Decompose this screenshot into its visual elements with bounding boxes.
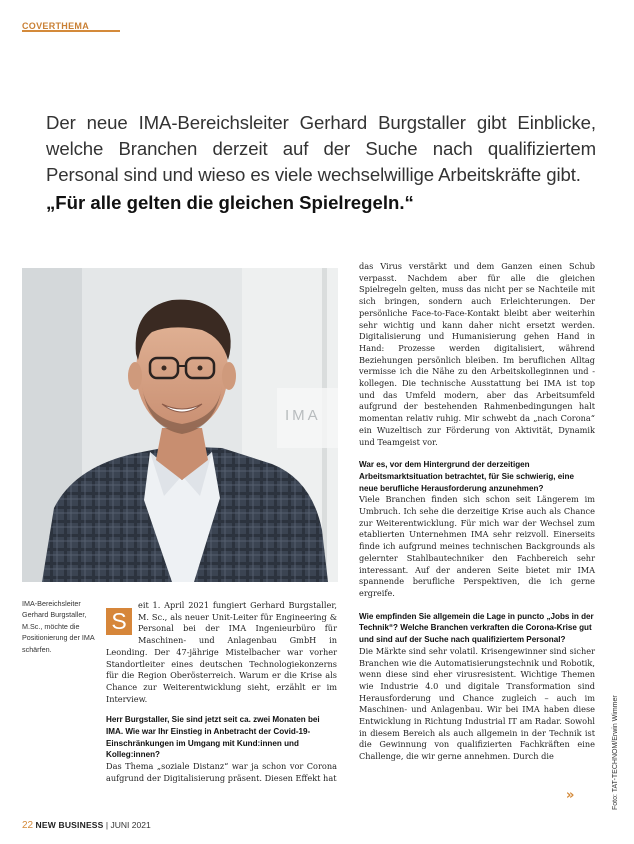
article-column-right: [359, 261, 595, 763]
answer-3: Die Märkte sind sehr volatil. Krisengewinner sind sicher Branchen wie die Automatisierungstechnik und Robotik, wenn diese sind eher virusresistent. Wichtige Themen wie Industrie 4.0 und digitale Transformation sind Herausforderung und Chance zugleich – auch im Maschinen- und Anlagenbau. Wir bei IMA haben diese Entwicklung in Richtung Industrial IT am Radar. Sowohl in diesem Bereich als auch allgemein in der Technik ist die Gewinnung von qualifizierten Fachkräften eine Challenge, die wir gerne annehmen. Durch die: [359, 645, 595, 762]
question-1: Herr Burgstaller, Sie sind jetzt seit ca. zwei Monaten bei IMA. Wie war Ihr Einstieg in Anbetracht der Covid-19-Einschränkungen im Umgang mit Kund:innen und Kolleg:innen?: [106, 715, 320, 760]
drop-cap: S: [106, 608, 132, 635]
photo-credit-text: Foto: TAT-TECHNOM/Erwin Wimmer: [612, 695, 619, 810]
answer-2: Viele Branchen finden sich schon seit Längerem im Umbruch. Ich sehe die derzeitige Krise auch als Chance zur Weiterentwicklung. Für mich war der Wechsel zum etablierten Unternehmen IMA sehr reizvoll. Einerseits finde ich aufgrund meines technischen Backgrounds als gelernter Stahlbautechniker den Fachbereich sehr interessant. Auf der anderen Seite bietet mir IMA spannende berufliche Perspektiven, die ich gerne ergreife.: [359, 494, 595, 598]
article-headline: „Für alle gelten die gleichen Spielregeln.“: [46, 192, 414, 213]
intro-block: [46, 110, 596, 216]
continue-arrow-icon: »: [566, 788, 575, 803]
photo-credit: [612, 660, 622, 810]
answer-1-continued: das Virus verstärkt und dem Ganzen einen Schub verpasst. Nachdem aber für alle die gleichen Spielregeln gelten, muss das nicht per se Nachteile mit sich bringen, sondern auch Erleichterungen. Der persönliche Face-to-Face-Kontakt bleibt aber weiterhin sehr wichtig und kann daher nicht ersetzt werden. Digitalisierung und Humanisierung gehen Hand in Hand: Prozesse werden digitalisiert, während Beziehungen persönlich bleiben. Im beruflichen Alltag vermisse ich die Nähe zu den Arbeitskolleginnen und -kollegen. Die technische Ausstattung bei IMA ist top und das Umfeld modern, aber das Arbeitsumfeld aufgrund der bestehenden Rahmenbedingungen halt momentan relativ ruhig. Mir schwebt da „nach Corona“ ein Wuzeltisch zur Förderung von Aktivität, Dynamik und Teamgeist vor.: [359, 261, 595, 447]
answer-1-start: Das Thema „soziale Distanz“ war ja schon vor Corona aufgrund der Digitalisierung präsent. Diesen Effekt hat: [106, 761, 337, 783]
portrait-illustration: [22, 268, 338, 582]
article-intro-paragraph: [106, 600, 337, 705]
issue-date: JUNI 2021: [110, 820, 151, 830]
portrait-photo: [22, 268, 338, 582]
page-footer: [22, 820, 151, 831]
article-intro-text: eit 1. April 2021 fungiert Gerhard Burgstaller, M. Sc., als neuer Unit-Leiter für Engineering & Personal bei der IMA Ingenieurbüro für Maschinen- und Anlagenbau GmbH in Leonding. Der 47-jährige Mistelbacher war vorher Standortleiter eines deutschen Technologiekonzerns für die Region Oberösterreich. Warum er die Krise als Chance zur Weiterentwicklung sieht, erzählt er im Interview.: [106, 600, 337, 704]
question-2: War es, vor dem Hintergrund der derzeitigen Arbeitsmarktsituation betrachtet, für Sie schwierig, eine neue berufliche Herausforderung anzunehmen?: [359, 460, 574, 493]
section-label: COVERTHEMA: [22, 21, 90, 31]
article-column-middle: [106, 600, 337, 785]
question-3: Wie empfinden Sie allgemein die Lage in puncto „Jobs in der Technik“? Welche Branchen verkraften die Corona-Krise gut und sind auf der Suche nach qualifiziertem Personal?: [359, 611, 594, 645]
section-tag: [22, 14, 120, 32]
page-number: 22: [22, 820, 34, 831]
magazine-name: NEW BUSINESS: [35, 820, 104, 830]
intro-lead: Der neue IMA-Bereichsleiter Gerhard Burgstaller gibt Einblicke, welche Branchen derzeit auf der Suche nach qualifiziertem Personal sind und wieso es viele wechselwillige Arbeitskräfte gibt.: [46, 112, 596, 185]
footer-separator: |: [105, 820, 109, 830]
wall-logo: IMA: [285, 407, 321, 424]
photo-caption: IMA-Bereichsleiter Gerhard Burgstaller, M.Sc., möchte die Positionierung der IMA schärfen.: [22, 599, 95, 654]
